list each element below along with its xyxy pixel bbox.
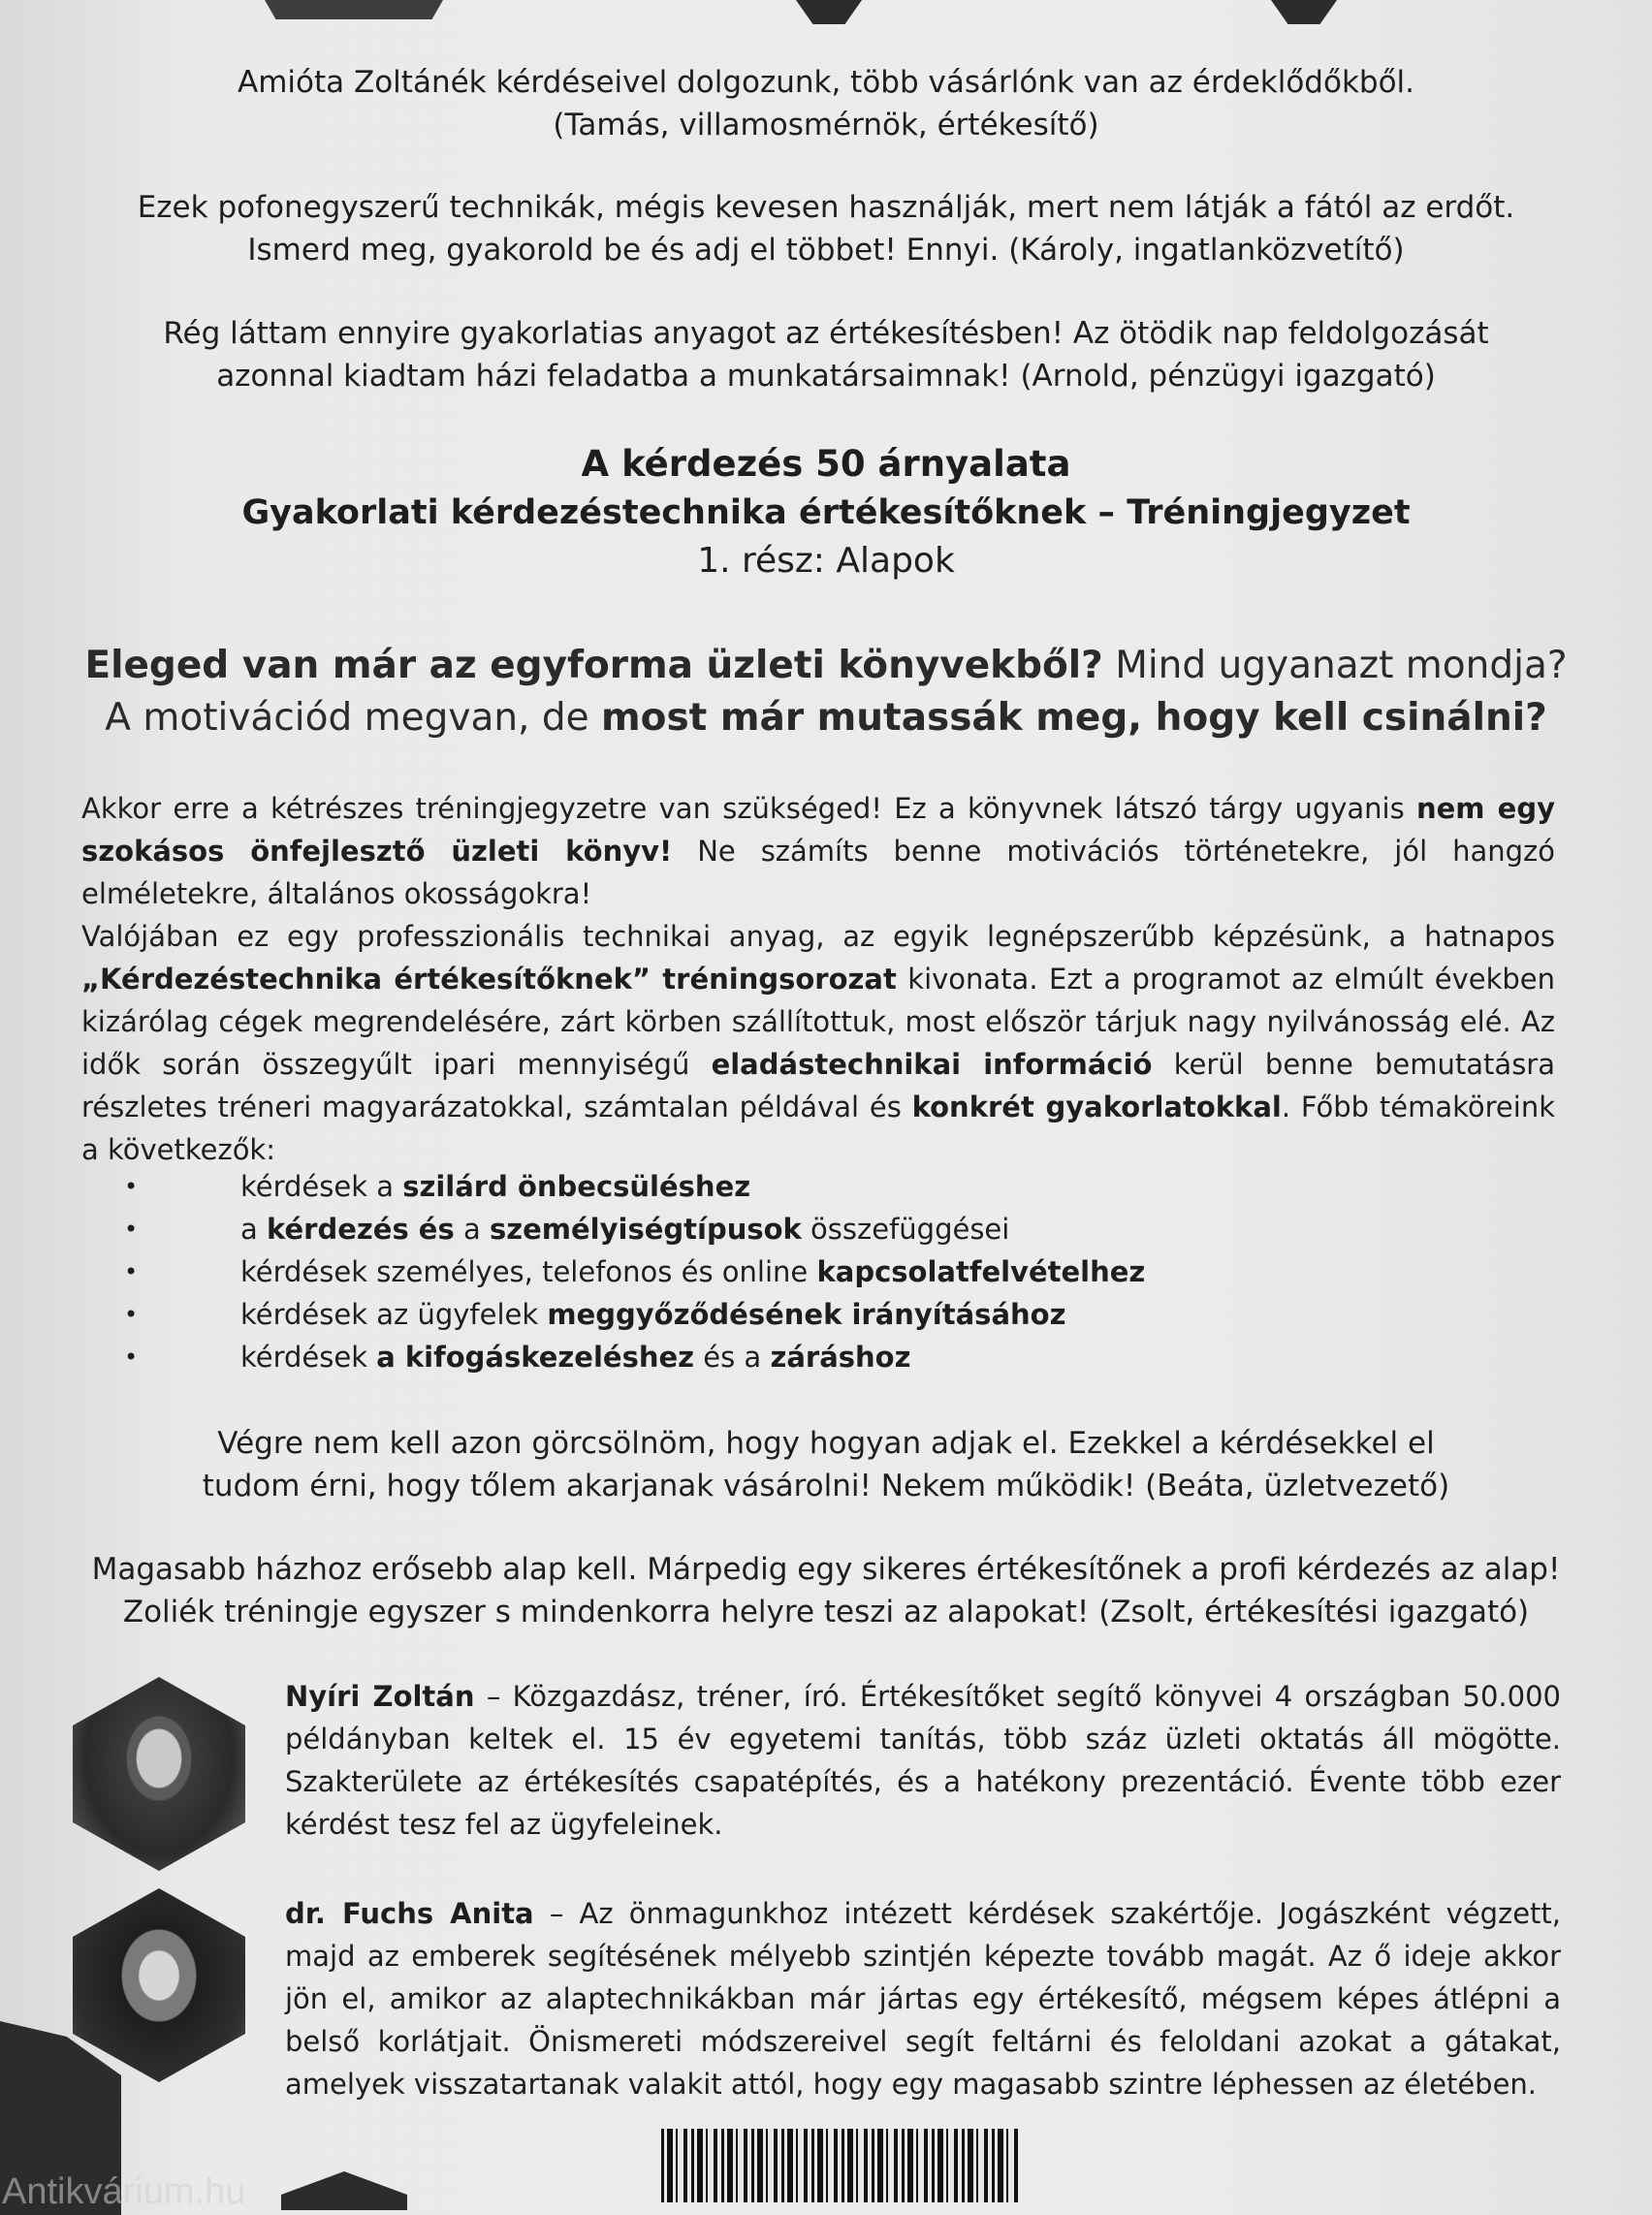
list-item: • kérdések a szilárd önbecsüléshez — [120, 1165, 1477, 1208]
book-part: 1. rész: Alapok — [697, 541, 955, 581]
book-title-block — [0, 440, 1652, 585]
testimonial-attribution: (Tamás, villamosmérnök, értékesítő) — [553, 108, 1099, 142]
paragraph-text: Ne számíts benne motivációs történetekre, jól hangzó elméletekre, általános okosságokra! — [81, 835, 1556, 910]
author-bio-text: – Közgazdász, tréner, író. Értékesítőket segítő könyvei 4 országban 50.000 példányban keltek el. 15 év egyetemi tanítás, több száz üzleti oktatás áll mögötte. Szakterülete az értékesítés csapatépítés, és a hatékony prezentáció. Évente több ezer kérdést tesz fel az ügyfeleinek. — [285, 1680, 1561, 1841]
book-title: A kérdezés 50 árnyalata — [581, 443, 1071, 485]
paragraph-emphasis: „Kérdezéstechnika értékesítőknek” tréningsorozat — [81, 963, 897, 996]
watermark: Antikvárium.hu — [2, 2171, 246, 2212]
decorative-hexagon — [242, 0, 465, 19]
paragraph-text: kivonata. Ezt a programot az elmúlt években kizárólag cégek megrendelésére, zárt körben szállítottuk, most először tárjuk nagy nyilvánosság elé. Az idők során összegyűlt ipari mennyiségű — [81, 963, 1556, 1081]
hook-bold: most már mutassák meg, hogy kell csinálni? — [601, 696, 1547, 740]
testimonial — [0, 61, 1652, 146]
paragraph-emphasis: konkrét gyakorlatokkal — [911, 1091, 1282, 1123]
list-item: • kérdések az ügyfelek meggyőződésének irányításához — [120, 1293, 1477, 1336]
author-name: dr. Fuchs Anita — [285, 1897, 534, 1930]
author-photo-fuchs-anita — [73, 1888, 245, 2082]
testimonial-line: Rég láttam ennyire gyakorlatias anyagot az értékesítésben! Az ötödik nap feldolgozását — [163, 316, 1489, 351]
hook-line-2 — [0, 692, 1652, 744]
hook-bold: Eleged van már az egyforma üzleti könyvekből? — [84, 644, 1103, 687]
author-bio-text: – Az önmagunkhoz intézett kérdések szakértője. Jogászként végzett, majd az emberek segítésének mélyebb szintjén képezte tovább magát. Az ő ideje akkor jön el, amikor az alaptechnikákban már jártas egy értékesítő, mégsem képes átlépni a belső korlátjait. Önismereti módszereivel segít feltárni és feloldani azokat a gátakat, amelyek visszatartanak valakit attól, hogy egy magasabb szintre léphessen az életében. — [285, 1897, 1561, 2101]
paragraph-text: Valójában ez egy professzionális technikai anyag, az egyik legnépszerűbb képzésünk, a hatnapos — [81, 920, 1555, 953]
decorative-hexagon — [281, 2171, 407, 2210]
topics-list — [120, 1165, 1477, 1378]
hook-text: A motivációd megvan, de — [105, 696, 602, 740]
book-subtitle: Gyakorlati kérdezéstechnika értékesítőknek – Tréningjegyzet — [241, 493, 1411, 532]
testimonial — [0, 186, 1652, 271]
intro-paragraph — [81, 787, 1555, 915]
testimonial-attribution: tudom érni, hogy tőlem akarjanak vásárolni! Nekem működik! (Beáta, üzletvezető) — [202, 1469, 1450, 1503]
hook-text: Mind ugyanazt mondja? — [1102, 644, 1568, 687]
testimonial — [0, 312, 1652, 397]
author-photo-nyiri-zoltan — [73, 1677, 245, 1871]
paragraph-emphasis: nem egy szokásos önfejlesztő üzleti könyv! — [81, 792, 1555, 868]
testimonial-line: Amióta Zoltánék kérdéseivel dolgozunk, több vásárlónk van az érdeklődőkből. — [237, 65, 1415, 100]
paragraph-text: . Főbb témaköreink a következők: — [81, 1091, 1555, 1166]
list-item: • kérdések a kifogáskezeléshez és a záráshoz — [120, 1336, 1477, 1378]
list-item: • kérdések személyes, telefonos és online kapcsolatfelvételhez — [120, 1250, 1477, 1293]
testimonial — [0, 1548, 1652, 1633]
hook-line-1 — [0, 640, 1652, 692]
author-bio-nyiri-zoltan — [285, 1675, 1561, 1846]
testimonial — [0, 1422, 1652, 1507]
testimonial-line: Végre nem kell azon görcsölnöm, hogy hogyan adjak el. Ezekkel a kérdésekkel el — [217, 1426, 1435, 1461]
paragraph-text: Akkor erre a kétrészes tréningjegyzetre van szükséged! Ez a könyvnek látszó tárgy ugyanis — [81, 792, 1416, 825]
testimonial-attribution: azonnal kiadtam házi feladatba a munkatársaimnak! (Arnold, pénzügyi igazgató) — [216, 359, 1436, 394]
testimonial-attribution: Ismerd meg, gyakorold be és adj el többet! Ennyi. (Károly, ingatlanközvetítő) — [247, 233, 1405, 268]
decorative-hexagon — [1251, 0, 1357, 24]
paragraph-text: kerül benne bemutatásra részletes tréneri magyarázatokkal, számtalan példával és — [81, 1048, 1555, 1123]
list-item: • a kérdezés és a személyiségtípusok összefüggései — [120, 1208, 1477, 1250]
decorative-hexagon — [776, 0, 882, 24]
testimonial-line: Ezek pofonegyszerű technikák, mégis kevesen használják, mert nem látják a fától az erdőt. — [137, 190, 1515, 225]
author-name: Nyíri Zoltán — [285, 1680, 475, 1713]
testimonial-line: Magasabb házhoz erősebb alap kell. Márpedig egy sikeres értékesítőnek a profi kérdezés az alap! — [91, 1552, 1561, 1587]
barcode — [661, 2129, 1020, 2202]
description-paragraph — [81, 915, 1555, 1171]
paragraph-emphasis: eladástechnikai információ — [711, 1048, 1153, 1081]
author-bio-fuchs-anita — [285, 1892, 1561, 2105]
testimonial-attribution: Zoliék tréningje egyszer s mindenkorra helyre teszi az alapokat! (Zsolt, értékesítési igazgató) — [122, 1595, 1530, 1630]
